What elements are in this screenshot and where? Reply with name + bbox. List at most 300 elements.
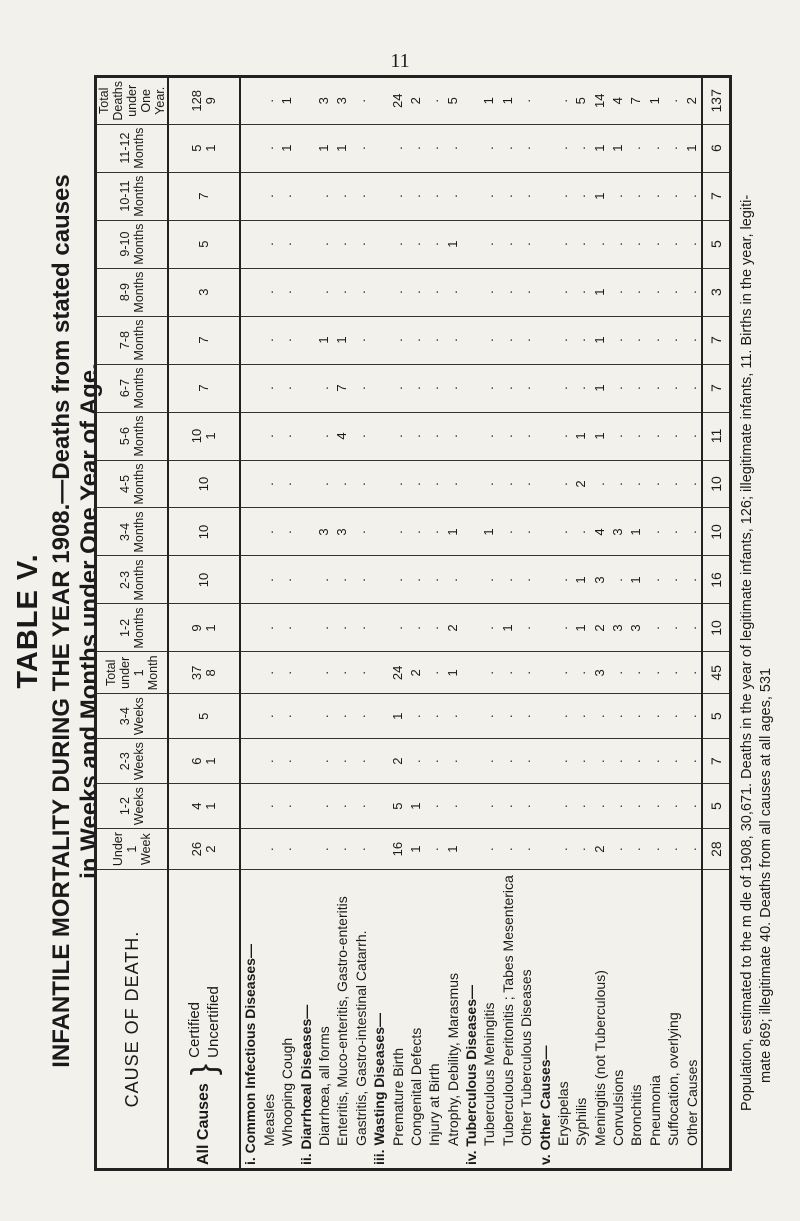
cause-value-cell [296, 412, 314, 460]
cause-row [609, 77, 627, 1170]
cause-value-cell: . [407, 364, 425, 412]
cause-value-cell: 1 [315, 316, 333, 364]
cause-value-cell: . [260, 460, 278, 508]
cause-value-cell: . [682, 556, 702, 604]
cause-value-cell: . [609, 364, 627, 412]
cause-value-cell: . [572, 172, 590, 220]
certified-value: 5 [196, 240, 211, 248]
cause-value-cell: . [517, 604, 535, 652]
cause-value-cell: . [425, 77, 443, 125]
column-header: 11-12 Months [96, 124, 169, 172]
cause-value-cell: . [333, 694, 351, 739]
cause-value-cell: . [425, 316, 443, 364]
cause-value-cell: . [664, 694, 682, 739]
cause-value-cell [370, 460, 388, 508]
cause-value-cell: . [333, 604, 351, 652]
table-subtitle-line2: in Weeks and Months under One Year of Age. [76, 363, 103, 879]
column-header: 6-7 Months [96, 364, 169, 412]
cause-value-cell: . [554, 829, 572, 870]
cause-value-cell: . [407, 316, 425, 364]
cause-value-cell: . [517, 652, 535, 694]
cause-value-cell [370, 77, 388, 125]
cause-value-cell: . [627, 652, 645, 694]
cause-value-cell: 3 [315, 508, 333, 556]
cause-value-cell: 2 [572, 460, 590, 508]
cause-value-cell [240, 652, 260, 694]
category-row [462, 77, 480, 1170]
cause-value-cell: . [388, 508, 406, 556]
cause-value-cell: . [278, 316, 296, 364]
column-header: 2-3 Weeks [96, 739, 169, 784]
cause-value-cell: . [517, 694, 535, 739]
cause-value-cell: 3 [315, 77, 333, 125]
cause-value-cell [240, 829, 260, 870]
certified-value: 7 [196, 384, 211, 392]
cause-value-cell: . [352, 508, 370, 556]
cause-row [590, 77, 608, 1170]
cause-value-cell: . [499, 268, 517, 316]
cause-row [554, 77, 572, 1170]
cause-value-cell: 1 [443, 652, 461, 694]
cause-value-cell: . [554, 739, 572, 784]
cause-value-cell: . [590, 220, 608, 268]
cause-value-cell [370, 604, 388, 652]
certified-value: 10 [196, 524, 211, 540]
cause-value-cell [240, 508, 260, 556]
column-header: 4-5 Months [96, 460, 169, 508]
cause-value-cell: 3 [590, 556, 608, 604]
cause-value-cell: 3 [333, 508, 351, 556]
cause-value-cell: . [664, 364, 682, 412]
all-causes-cell [168, 556, 240, 604]
cause-value-cell: . [646, 412, 664, 460]
total-value-cell: 10 [702, 460, 731, 508]
cause-value-cell: . [443, 316, 461, 364]
cause-value-cell: 2 [682, 77, 702, 125]
table-body [168, 77, 731, 1170]
cause-value-cell: . [443, 460, 461, 508]
cause-value-cell: 1 [388, 694, 406, 739]
cause-value-cell: . [315, 556, 333, 604]
cause-value-cell: . [646, 268, 664, 316]
certified-value: 26 [189, 841, 204, 857]
cause-value-cell [462, 784, 480, 829]
cause-value-cell: 3 [627, 604, 645, 652]
cause-value-cell: . [554, 694, 572, 739]
cause-value-cell: . [554, 220, 572, 268]
cause-value-cell [296, 652, 314, 694]
cause-value-cell [240, 460, 260, 508]
cause-value-cell [296, 829, 314, 870]
category-label: i. Common Infectious Diseases— [240, 870, 260, 1170]
rotated-page [0, 71, 800, 1171]
cause-row [572, 77, 590, 1170]
cause-value-cell: . [646, 739, 664, 784]
cause-value-cell [535, 694, 553, 739]
cause-value-cell: 1 [480, 508, 498, 556]
cause-value-cell: . [352, 316, 370, 364]
certified-value: 9 [189, 624, 204, 632]
cause-value-cell: . [352, 739, 370, 784]
cause-value-cell [462, 652, 480, 694]
cause-value-cell: . [407, 124, 425, 172]
cause-value-cell: . [517, 460, 535, 508]
cause-value-cell: . [682, 739, 702, 784]
category-row [535, 77, 553, 1170]
cause-value-cell: . [315, 268, 333, 316]
cause-value-cell: . [278, 220, 296, 268]
cause-value-cell: . [388, 268, 406, 316]
column-header: 2-3 Months [96, 556, 169, 604]
cause-value-cell: . [609, 556, 627, 604]
cause-value-cell: . [333, 829, 351, 870]
cause-value-cell: 3 [333, 77, 351, 125]
cause-value-cell [370, 694, 388, 739]
cause-value-cell: . [499, 316, 517, 364]
cause-value-cell: . [517, 172, 535, 220]
cause-value-cell: . [646, 364, 664, 412]
cause-value-cell: . [315, 652, 333, 694]
certified-label: Certified [186, 1001, 203, 1058]
cause-value-cell: . [260, 172, 278, 220]
cause-value-cell: 1 [499, 77, 517, 125]
all-causes-cell [168, 268, 240, 316]
all-causes-cell [168, 220, 240, 268]
column-header: Under 1 Week [96, 829, 169, 870]
cause-value-cell: . [627, 268, 645, 316]
cause-value-cell: . [425, 829, 443, 870]
cause-value-cell: . [646, 652, 664, 694]
cause-value-cell: . [590, 460, 608, 508]
cause-value-cell: . [333, 220, 351, 268]
cause-value-cell: . [315, 172, 333, 220]
cause-value-cell: . [609, 412, 627, 460]
category-row [370, 77, 388, 1170]
cause-value-cell: . [517, 556, 535, 604]
cause-value-cell: . [499, 364, 517, 412]
cause-value-cell: . [572, 268, 590, 316]
cause-value-cell [462, 220, 480, 268]
cause-value-cell: 1 [499, 604, 517, 652]
column-header: 10-11 Months [96, 172, 169, 220]
cause-value-cell: 1 [443, 220, 461, 268]
cause-value-cell: . [572, 364, 590, 412]
cause-value-cell: . [554, 508, 572, 556]
cause-value-cell [370, 556, 388, 604]
cause-value-cell [240, 739, 260, 784]
cause-value-cell [535, 124, 553, 172]
cause-row [517, 77, 535, 1170]
certified-value: 37 [189, 665, 204, 681]
cause-value-cell: . [352, 829, 370, 870]
cause-value-cell: . [443, 364, 461, 412]
cause-value-cell: . [682, 784, 702, 829]
cause-value-cell: . [646, 508, 664, 556]
uncertified-value: 1 [203, 144, 218, 152]
cause-value-cell: . [407, 268, 425, 316]
cause-value-cell: . [664, 412, 682, 460]
total-value-cell: 7 [702, 364, 731, 412]
cause-value-cell: . [572, 652, 590, 694]
cause-value-cell: . [352, 220, 370, 268]
cause-value-cell [370, 316, 388, 364]
cause-value-cell [462, 556, 480, 604]
cause-value-cell: . [443, 412, 461, 460]
cause-value-cell: . [425, 739, 443, 784]
category-label: v. Other Causes— [535, 870, 553, 1170]
table-subtitle-line1: INFANTILE MORTALITY DURING THE YEAR 1908.—Deaths from stated causes [48, 174, 75, 1068]
total-value-cell: 10 [702, 604, 731, 652]
cause-value-cell [535, 784, 553, 829]
cause-value-cell: 1 [443, 508, 461, 556]
cause-value-cell: 1 [443, 829, 461, 870]
cause-label: Atrophy, Debility, Marasmus [443, 870, 461, 1170]
cause-value-cell: . [572, 694, 590, 739]
cause-value-cell: . [352, 460, 370, 508]
cause-row [333, 77, 351, 1170]
cause-value-cell: 1 [590, 268, 608, 316]
cause-row [278, 77, 296, 1170]
cause-value-cell: 3 [590, 652, 608, 694]
cause-value-cell: . [646, 604, 664, 652]
cause-value-cell: . [646, 460, 664, 508]
cause-value-cell: 2 [443, 604, 461, 652]
uncertified-value: 8 [203, 669, 218, 677]
cause-value-cell: . [499, 784, 517, 829]
total-value-cell: 10 [702, 508, 731, 556]
cause-value-cell: . [388, 412, 406, 460]
table-title: TABLE V. [12, 553, 44, 689]
cause-value-cell: . [352, 124, 370, 172]
column-header: 3-4 Weeks [96, 694, 169, 739]
brace-glyph: } [185, 1063, 223, 1076]
cause-value-cell: . [572, 316, 590, 364]
uncertified-value: 1 [203, 432, 218, 440]
all-causes-label-cell [168, 870, 240, 1170]
cause-value-cell: . [425, 268, 443, 316]
cause-label: Tuberculous Peritonitis ; Tabes Mesenterica [499, 870, 517, 1170]
cause-value-cell: 1 [590, 124, 608, 172]
cause-value-cell [370, 652, 388, 694]
cause-value-cell [240, 412, 260, 460]
cause-value-cell: . [315, 829, 333, 870]
cause-value-cell [462, 172, 480, 220]
cause-value-cell: . [480, 784, 498, 829]
mortality-table [94, 75, 732, 1171]
cause-value-cell [296, 124, 314, 172]
all-causes-cell [168, 784, 240, 829]
cause-value-cell: . [260, 508, 278, 556]
cause-value-cell [370, 739, 388, 784]
cause-value-cell: . [480, 556, 498, 604]
cause-value-cell: . [333, 556, 351, 604]
cause-value-cell: . [425, 652, 443, 694]
all-causes-cell [168, 412, 240, 460]
cause-value-cell: . [278, 460, 296, 508]
certified-uncertified-labels [185, 986, 223, 1058]
cause-value-cell: 5 [443, 77, 461, 125]
all-causes-cell [168, 508, 240, 556]
cause-value-cell [462, 460, 480, 508]
cause-row [352, 77, 370, 1170]
cause-value-cell: . [572, 508, 590, 556]
cause-value-cell: 1 [572, 604, 590, 652]
cause-value-cell: . [425, 412, 443, 460]
cause-value-cell: . [627, 784, 645, 829]
cause-value-cell: . [554, 604, 572, 652]
cause-value-cell: . [480, 604, 498, 652]
cause-value-cell: . [517, 364, 535, 412]
cause-label: Suffocation, overlying [664, 870, 682, 1170]
cause-value-cell: 1 [590, 172, 608, 220]
cause-value-cell: . [425, 172, 443, 220]
cause-value-cell: . [480, 829, 498, 870]
cause-row [480, 77, 498, 1170]
certified-value: 3 [196, 288, 211, 296]
cause-value-cell: . [260, 124, 278, 172]
certified-value: 7 [196, 336, 211, 344]
cause-value-cell [240, 77, 260, 125]
cause-value-cell [370, 268, 388, 316]
cause-value-cell [462, 268, 480, 316]
cause-value-cell: . [499, 652, 517, 694]
cause-value-cell: . [609, 739, 627, 784]
cause-value-cell: . [664, 124, 682, 172]
cause-value-cell: 1 [407, 829, 425, 870]
cause-value-cell [296, 220, 314, 268]
cause-label: Pneumonia [646, 870, 664, 1170]
cause-value-cell [462, 124, 480, 172]
column-header: 7-8 Months [96, 316, 169, 364]
cause-value-cell: 1 [333, 316, 351, 364]
cause-value-cell: . [333, 268, 351, 316]
cause-value-cell: . [388, 124, 406, 172]
cause-value-cell: . [480, 220, 498, 268]
cause-value-cell [296, 508, 314, 556]
cause-value-cell: . [646, 172, 664, 220]
cause-value-cell: . [499, 556, 517, 604]
cause-label: Other Causes [682, 870, 702, 1170]
category-label: ii. Diarrhœal Diseases— [296, 870, 314, 1170]
cause-value-cell: . [627, 364, 645, 412]
column-header: 3-4 Months [96, 508, 169, 556]
cause-value-cell: . [480, 172, 498, 220]
cause-value-cell: . [260, 77, 278, 125]
cause-value-cell: . [499, 412, 517, 460]
cause-value-cell: . [425, 364, 443, 412]
cause-value-cell: . [333, 460, 351, 508]
cause-value-cell: . [499, 829, 517, 870]
cause-value-cell: . [682, 316, 702, 364]
footnote [738, 71, 776, 1111]
cause-value-cell: 4 [590, 508, 608, 556]
cause-value-cell: . [260, 784, 278, 829]
cause-value-cell: . [425, 604, 443, 652]
cause-value-cell: 4 [333, 412, 351, 460]
cause-value-cell: . [480, 694, 498, 739]
cause-value-cell: . [278, 268, 296, 316]
cause-value-cell: 5 [572, 77, 590, 125]
cause-row [407, 77, 425, 1170]
all-causes-cell [168, 364, 240, 412]
cause-value-cell [535, 739, 553, 784]
cause-value-cell: . [315, 220, 333, 268]
cause-value-cell: . [499, 739, 517, 784]
total-value-cell: 5 [702, 694, 731, 739]
cause-value-cell: . [260, 316, 278, 364]
cause-value-cell: . [572, 739, 590, 784]
cause-value-cell: . [352, 412, 370, 460]
cause-row [443, 77, 461, 1170]
cause-value-cell: . [682, 694, 702, 739]
cause-value-cell [296, 694, 314, 739]
cause-value-cell [296, 460, 314, 508]
cause-value-cell: . [682, 604, 702, 652]
cause-value-cell: . [627, 694, 645, 739]
cause-value-cell: . [499, 172, 517, 220]
certified-value: 5 [189, 144, 204, 152]
cause-value-cell [296, 77, 314, 125]
uncertified-value: 1 [203, 802, 218, 810]
cause-value-cell [462, 739, 480, 784]
all-causes-cell [168, 172, 240, 220]
cause-row [664, 77, 682, 1170]
cause-value-cell: . [646, 694, 664, 739]
cause-value-cell: . [260, 220, 278, 268]
cause-value-cell: . [315, 364, 333, 412]
cause-value-cell: 1 [278, 124, 296, 172]
cause-value-cell [240, 694, 260, 739]
cause-value-cell [462, 412, 480, 460]
all-causes-cell [168, 652, 240, 694]
cause-value-cell: . [627, 172, 645, 220]
cause-value-cell: . [499, 508, 517, 556]
cause-value-cell [462, 77, 480, 125]
cause-value-cell [535, 77, 553, 125]
cause-value-cell: 7 [333, 364, 351, 412]
uncertified-label: Uncertified [205, 986, 222, 1058]
cause-value-cell: . [480, 124, 498, 172]
cause-value-cell: . [278, 172, 296, 220]
mortality-table-wrapper [94, 71, 736, 1171]
cause-value-cell: 2 [407, 652, 425, 694]
cause-value-cell: . [554, 556, 572, 604]
cause-value-cell: . [260, 364, 278, 412]
cause-value-cell: . [682, 364, 702, 412]
cause-value-cell [462, 829, 480, 870]
certified-value: 7 [196, 192, 211, 200]
cause-value-cell: . [278, 364, 296, 412]
cause-value-cell: . [554, 784, 572, 829]
cause-value-cell: 16 [388, 829, 406, 870]
cause-value-cell: . [443, 556, 461, 604]
cause-value-cell: . [407, 460, 425, 508]
cause-value-cell: . [664, 268, 682, 316]
all-causes-cell [168, 316, 240, 364]
cause-value-cell: . [554, 172, 572, 220]
cause-value-cell: . [664, 604, 682, 652]
cause-value-cell: . [407, 739, 425, 784]
total-value-cell: 7 [702, 739, 731, 784]
cause-value-cell: . [425, 220, 443, 268]
cause-value-cell: . [443, 784, 461, 829]
cause-value-cell: . [425, 556, 443, 604]
cause-value-cell: . [664, 508, 682, 556]
cause-label: Syphilis [572, 870, 590, 1170]
cause-value-cell: . [682, 220, 702, 268]
cause-value-cell [240, 124, 260, 172]
cause-value-cell: . [572, 784, 590, 829]
